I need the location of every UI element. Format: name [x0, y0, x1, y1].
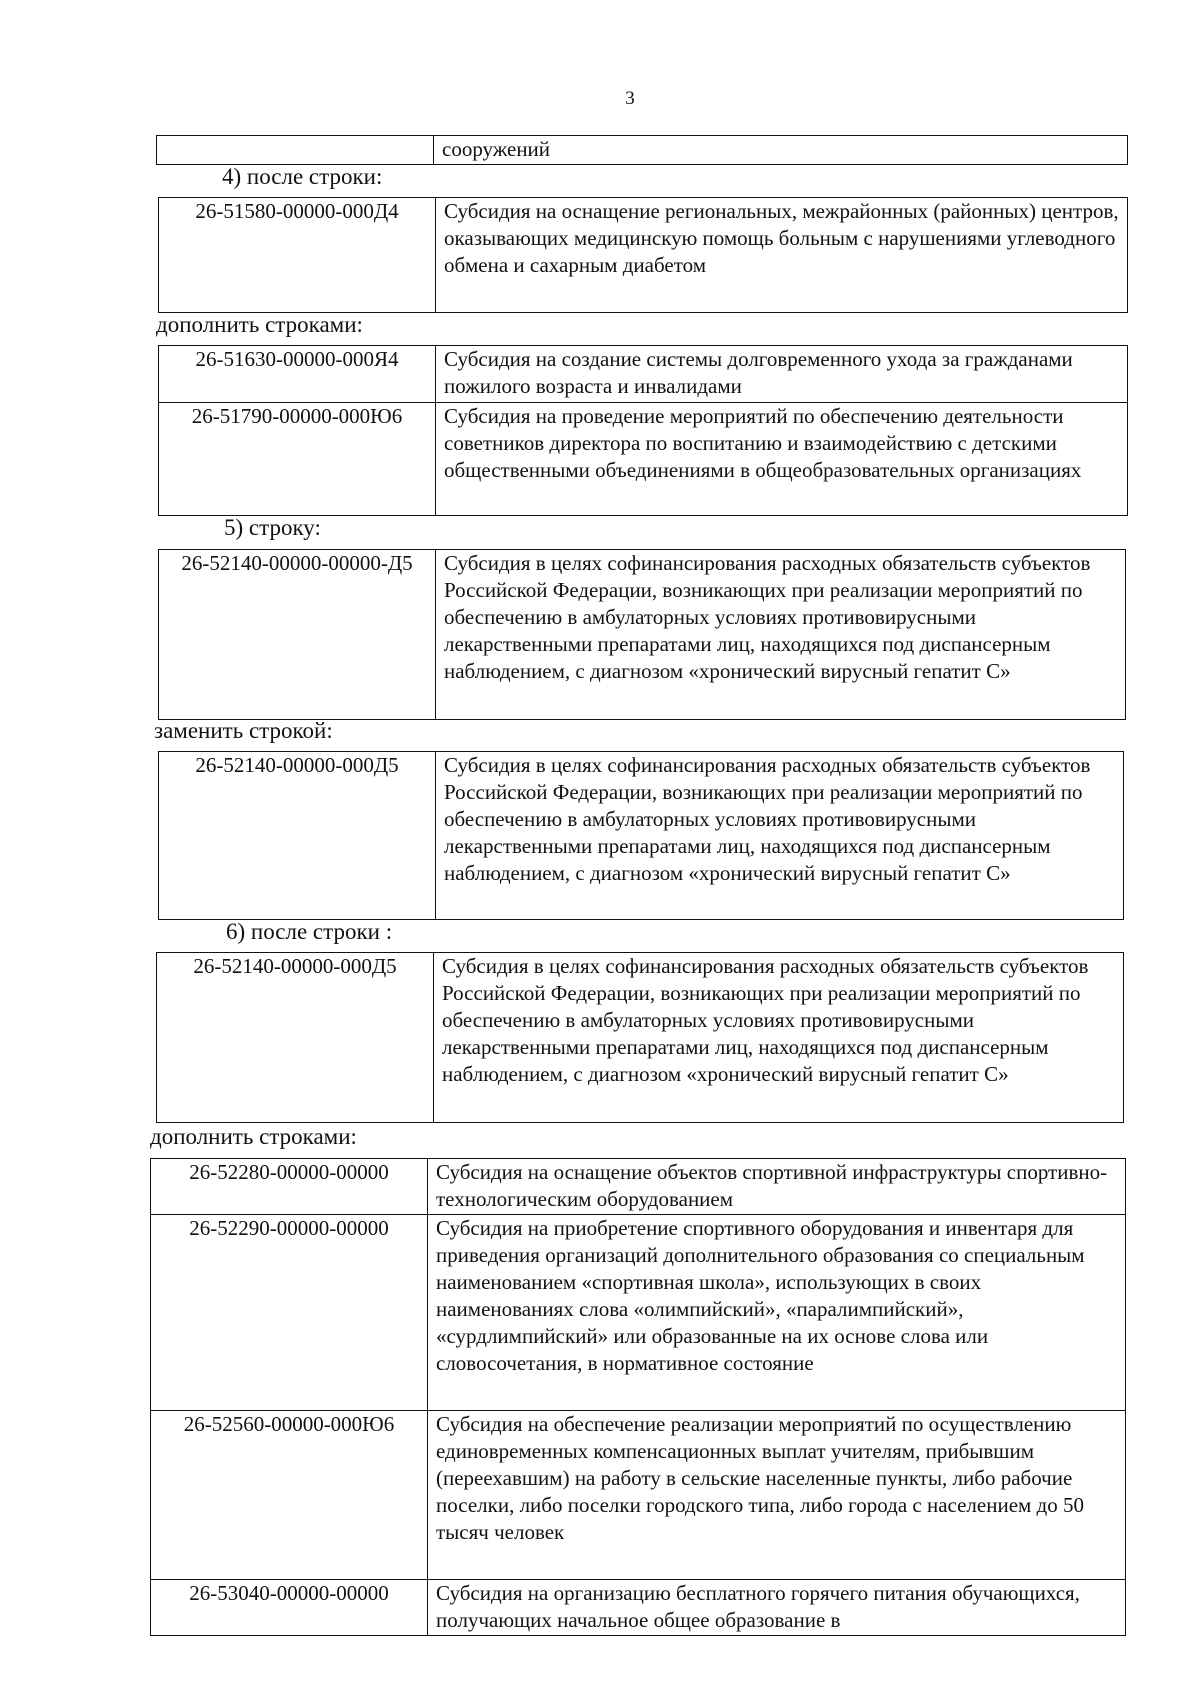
- table-row: [151, 1159, 1126, 1215]
- row-text: Субсидия на обеспечение реализации мероприятий по осуществлению единовременных компенсационных выплат учителям, прибывшим (переехавшим) на работу в сельские населенные пункты, либо рабочие поселки, либо поселки городского типа, либо города с населением до 50 тысяч человек: [428, 1411, 1126, 1580]
- row-text: сооружений: [434, 136, 1128, 165]
- row-code: 26-51790-00000-000Ю6: [159, 403, 436, 516]
- table-row: [159, 346, 1128, 403]
- table-block-0: [156, 135, 1128, 165]
- row-code: 26-53040-00000-00000: [151, 1580, 428, 1636]
- heading-add-rows-1: дополнить строками:: [156, 312, 363, 337]
- row-text: Субсидия в целях софинансирования расходных обязательств субъектов Российской Федерации, возникающих при реализации мероприятий по обеспечению в амбулаторных условиях противовирусными лекарственными препаратами лиц, находящихся под диспансерным наблюдением, с диагнозом «хронический вирусный гепатит С»: [434, 953, 1124, 1123]
- page-number: 3: [625, 88, 635, 109]
- table-block-5: [156, 952, 1124, 1123]
- row-text: Субсидия на создание системы долговременного ухода за гражданами пожилого возраста и инвалидами: [436, 346, 1128, 403]
- table-block-3: [158, 549, 1126, 720]
- table-block-6: [150, 1158, 1126, 1636]
- row-text: Субсидия в целях софинансирования расходных обязательств субъектов Российской Федерации, возникающих при реализации мероприятий по обеспечению в амбулаторных условиях противовирусными лекарственными препаратами лиц, находящихся под диспансерным наблюдением, с диагнозом «хронический вирусный гепатит С»: [436, 752, 1124, 920]
- row-code: 26-51630-00000-000Я4: [159, 346, 436, 403]
- row-text: Субсидия в целях софинансирования расходных обязательств субъектов Российской Федерации, возникающих при реализации мероприятий по обеспечению в амбулаторных условиях противовирусными лекарственными препаратами лиц, находящихся под диспансерным наблюдением, с диагнозом «хронический вирусный гепатит С»: [436, 550, 1126, 720]
- row-code: [157, 136, 434, 165]
- row-text: Субсидия на приобретение спортивного оборудования и инвентаря для приведения организаций дополнительного образования со специальным наименованием «спортивная школа», использующих в своих наименованиях слова «олимпийский», «паралимпийский», «сурдлимпийский» или образованные на их основе слова или словосочетания, в нормативное состояние: [428, 1215, 1126, 1411]
- heading-after-row-4: 4) после строки:: [222, 164, 383, 189]
- table-row: [151, 1215, 1126, 1411]
- table-row: [159, 752, 1124, 920]
- row-code: 26-52140-00000-00000-Д5: [159, 550, 436, 720]
- heading-after-row-6: 6) после строки :: [226, 919, 393, 944]
- table-row: [151, 1580, 1126, 1636]
- row-code: 26-52290-00000-00000: [151, 1215, 428, 1411]
- row-code: 26-52560-00000-000Ю6: [151, 1411, 428, 1580]
- table-row: [157, 136, 1128, 165]
- row-code: 26-51580-00000-000Д4: [159, 198, 436, 313]
- table-row: [159, 198, 1128, 313]
- row-text: Субсидия на оснащение объектов спортивной инфраструктуры спортивно-технологическим оборудованием: [428, 1159, 1126, 1215]
- table-block-4: [158, 751, 1124, 920]
- table-block-2: [158, 345, 1128, 516]
- table-block-1: [158, 197, 1128, 313]
- table-row: [157, 953, 1124, 1123]
- row-code: 26-52280-00000-00000: [151, 1159, 428, 1215]
- row-code: 26-52140-00000-000Д5: [159, 752, 436, 920]
- table-row: [151, 1411, 1126, 1580]
- row-text: Субсидия на организацию бесплатного горячего питания обучающихся, получающих начальное общее образование в: [428, 1580, 1126, 1636]
- row-text: Субсидия на проведение мероприятий по обеспечению деятельности советников директора по воспитанию и взаимодействию с детскими общественными объединениями в общеобразовательных организациях: [436, 403, 1128, 516]
- heading-row-5: 5) строку:: [224, 515, 321, 540]
- table-row: [159, 403, 1128, 516]
- row-code: 26-52140-00000-000Д5: [157, 953, 434, 1123]
- heading-add-rows-2: дополнить строками:: [150, 1124, 357, 1149]
- table-row: [159, 550, 1126, 720]
- row-text: Субсидия на оснащение региональных, межрайонных (районных) центров, оказывающих медицинскую помощь больным с нарушениями углеводного обмена и сахарным диабетом: [436, 198, 1128, 313]
- heading-replace-row: заменить строкой:: [154, 718, 333, 743]
